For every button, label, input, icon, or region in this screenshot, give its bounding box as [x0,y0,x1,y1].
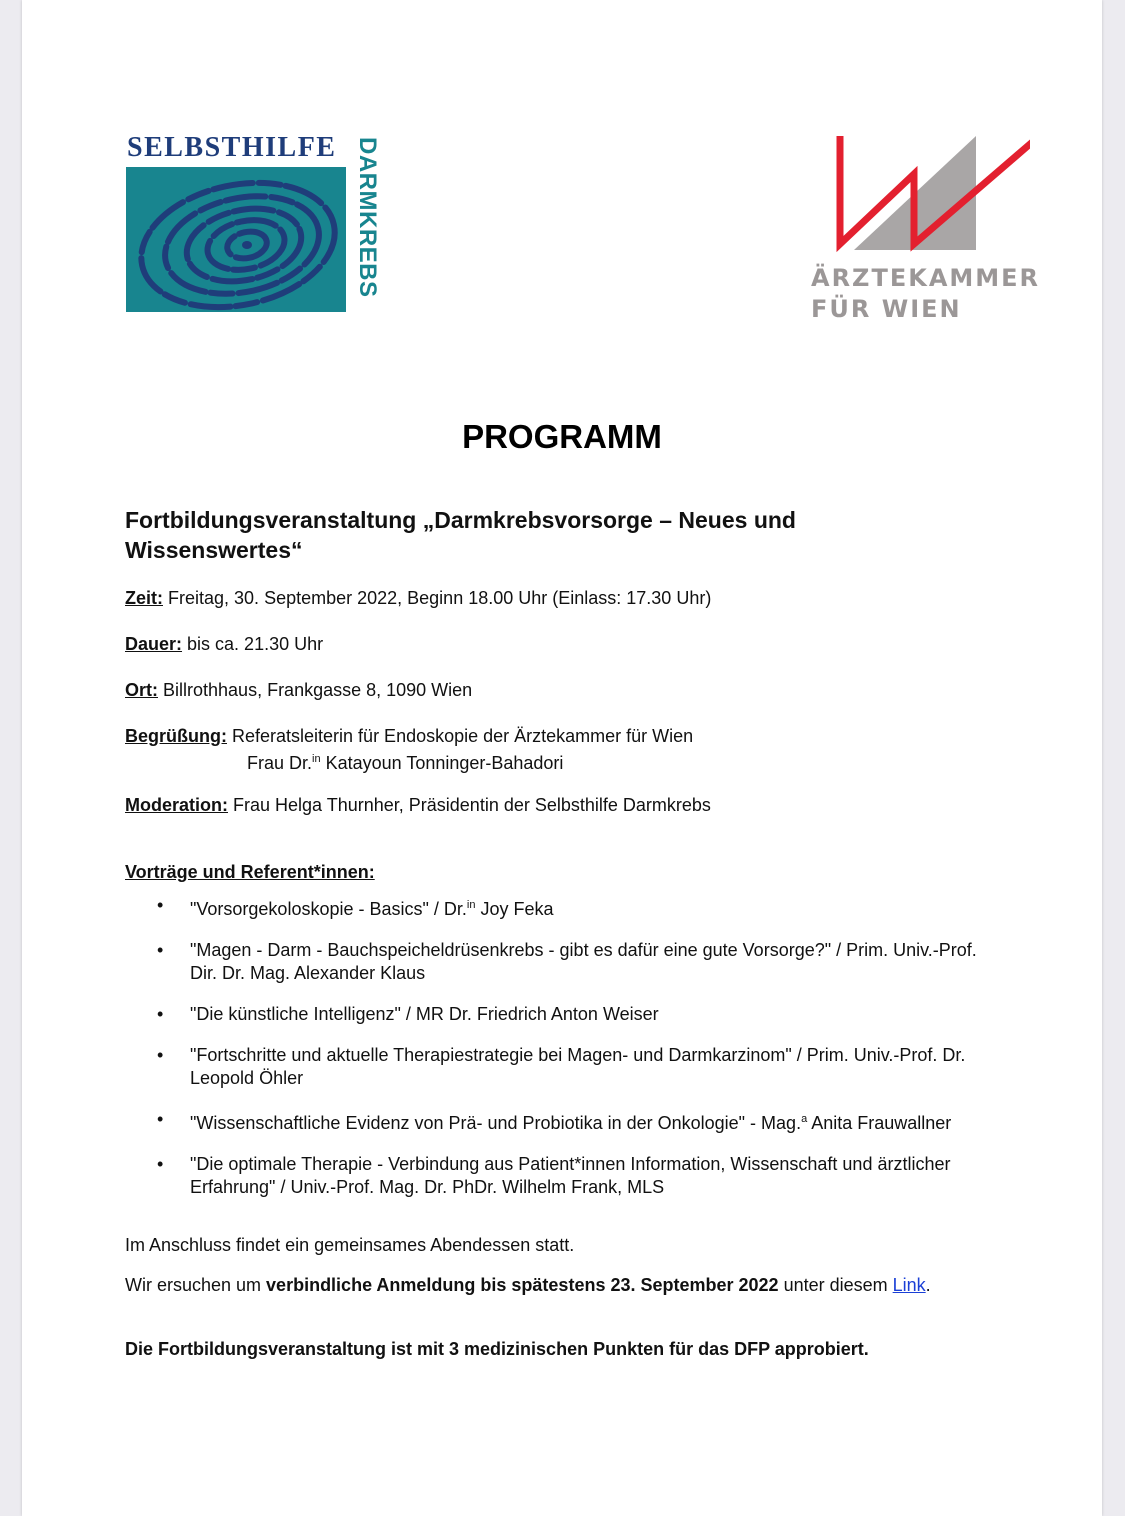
logo-vertical-word: DARMKREBS [354,137,381,298]
list-item [125,1044,1005,1090]
ort-value: Billrothhaus, Frankgasse 8, 1090 Wien [163,680,473,700]
bullet-icon: • [157,1154,164,1174]
begruessung-label: Begrüßung: [125,726,227,746]
list-item [125,939,1005,985]
talk-text: "Wissenschaftliche Evidenz von Prä- und Probiotika in der Onkologie" - Mag. [190,1113,802,1133]
moderation-value: Frau Helga Thurnher, Präsidentin der Selbsthilfe Darmkrebs [233,795,711,815]
page-title: PROGRAMM [462,418,662,455]
detail-zeit [125,587,711,610]
ort-label: Ort: [125,680,158,700]
logo-line1: ÄRZTEKAMMER [811,264,1041,292]
register-text: Wir ersuchen um [125,1275,267,1295]
list-item [125,1153,1005,1199]
begruessung-sup: in [312,753,321,765]
dfp-note: Die Fortbildungsveranstaltung ist mit 3 medizinischen Punkten für das DFP approbiert. [125,1339,869,1359]
zeit-label: Zeit: [125,588,163,608]
register-text-2: unter diesem [778,1275,893,1295]
selbsthilfe-darmkrebs-logo [125,132,385,317]
detail-begruessung [125,725,693,775]
registration-link[interactable]: Link [892,1275,926,1295]
list-item [125,894,1005,921]
logo-word: SELBSTHILFE [127,132,337,163]
talk-speaker: Anita Frauwallner [807,1113,952,1133]
list-item [125,1003,1005,1026]
bullet-icon: • [157,895,164,915]
period: . [925,1275,931,1295]
bullet-icon: • [157,1004,164,1024]
registration-note [125,1274,995,1297]
talk-text: "Die künstliche Intelligenz" / MR Dr. Friedrich Anton Weiser [190,1004,659,1024]
talk-text: "Die optimale Therapie - Verbindung aus Patient*innen Information, Wissenschaft und ärztlicher Erfahrung" / Univ.-Prof. Mag. Dr. PhDr. Wilhelm Frank, MLS [190,1154,951,1197]
list-item [125,1108,1005,1135]
bullet-icon: • [157,1109,164,1129]
talk-text: "Vorsorgekoloskopie - Basics" / Dr. [190,899,467,919]
begruessung-title: Frau Dr. [247,753,313,773]
fingerprint-swirl-icon [126,167,346,312]
bullet-icon: • [157,1045,164,1065]
detail-ort [125,679,472,702]
talk-sup: in [466,899,476,911]
dinner-note: Im Anschluss findet ein gemeinsames Abendessen statt. [125,1235,575,1255]
talk-sup: a [801,1113,808,1125]
talks-list [125,894,1005,1199]
begruessung-name: Katayoun Tonninger-Bahadori [320,753,564,773]
detail-moderation [125,794,711,817]
talk-text: "Fortschritte und aktuelle Therapiestrategie bei Magen- und Darmkarzinom" / Prim. Univ.-Prof. Dr. Leopold Öhler [190,1045,966,1088]
logo-line2: FÜR WIEN [811,295,962,323]
bullet-icon: • [157,940,164,960]
begruessung-line2 [125,748,693,775]
begruessung-line1: Referatsleiterin für Endoskopie der Ärztekammer für Wien [232,726,694,746]
talk-speaker: Joy Feka [475,899,554,919]
register-deadline: verbindliche Anmeldung bis spätestens 23. September 2022 [266,1275,779,1295]
talks-heading: Vorträge und Referent*innen: [125,862,375,882]
moderation-label: Moderation: [125,795,228,815]
event-subtitle: Fortbildungsveranstaltung „Darmkrebsvorsorge – Neues und Wissenswertes“ [125,507,796,563]
dauer-value: bis ca. 21.30 Uhr [187,634,324,654]
detail-dauer [125,633,323,656]
aek-w-mark-icon [810,128,1030,258]
zeit-value: Freitag, 30. September 2022, Beginn 18.00 Uhr (Einlass: 17.30 Uhr) [168,588,712,608]
document-page [22,0,1102,1516]
aerztekammer-wien-logo [810,128,1041,328]
dauer-label: Dauer: [125,634,183,654]
talk-text: "Magen - Darm - Bauchspeicheldrüsenkrebs - gibt es dafür eine gute Vorsorge?" / Prim. Univ.-Prof. Dir. Dr. Mag. Alexander Klaus [190,940,977,983]
